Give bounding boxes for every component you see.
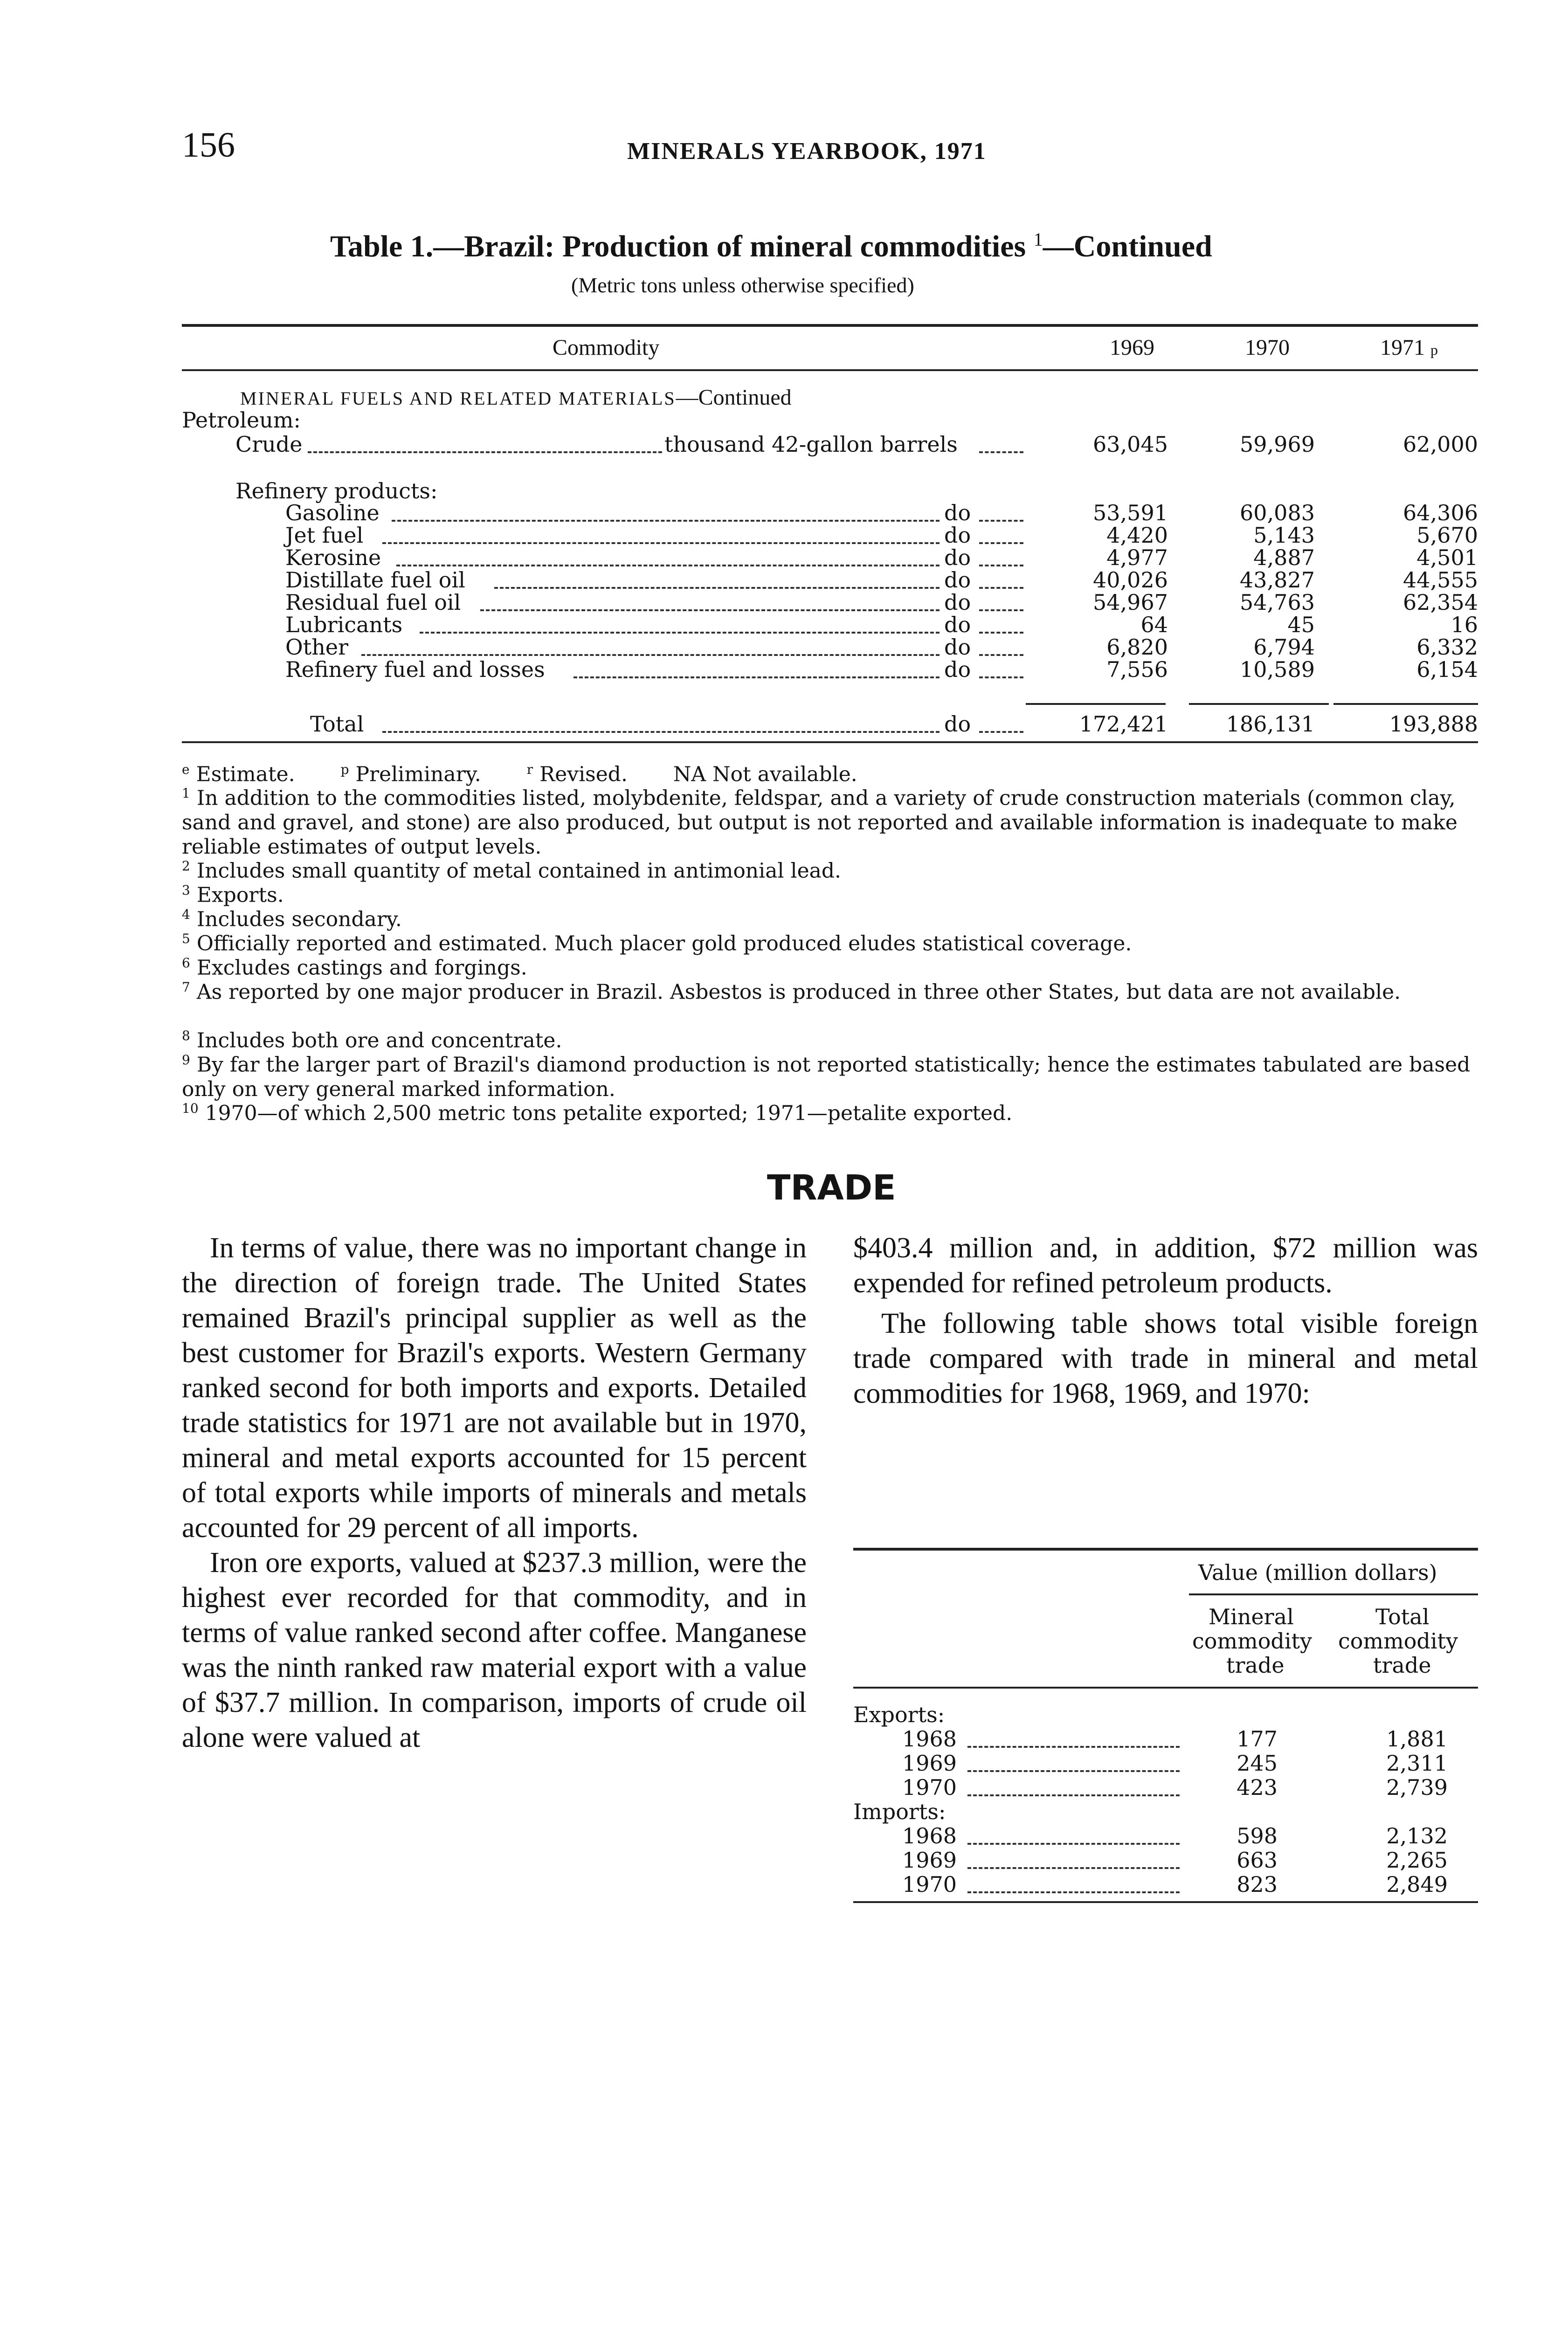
total-1970: 186,131 <box>1226 711 1315 737</box>
import-total: 2,265 <box>1386 1848 1448 1873</box>
estimate-mark: e <box>182 762 190 777</box>
leader-dots <box>494 587 939 589</box>
row-unit: do <box>944 523 971 548</box>
leader-dots <box>979 654 1023 656</box>
row-1970: 6,794 <box>1253 634 1315 660</box>
page-number: 156 <box>182 125 235 165</box>
leader-dots <box>979 520 1023 522</box>
section-heading-text: MINERAL FUELS AND RELATED MATERIALS <box>240 388 676 409</box>
row-label: Refinery fuel and losses <box>285 657 545 682</box>
import-total: 2,132 <box>1386 1823 1448 1848</box>
row-1971: 5,670 <box>1416 523 1478 548</box>
table-header-rule <box>182 369 1478 371</box>
row-unit: do <box>944 657 971 682</box>
total-rule-1970 <box>1189 703 1329 705</box>
import-total: 2,849 <box>1386 1872 1448 1897</box>
crude-1971: 62,000 <box>1403 432 1478 457</box>
leader-dots <box>979 676 1023 678</box>
row-label: Residual fuel oil <box>285 590 461 615</box>
exports-label: Exports: <box>853 1702 945 1727</box>
running-head: MINERALS YEARBOOK, 1971 <box>627 138 987 165</box>
footnote <box>182 1048 1478 1102</box>
leader-dots <box>396 565 939 566</box>
row-label: Kerosine <box>285 545 381 570</box>
row-1969: 40,026 <box>1093 567 1168 593</box>
leader-dots <box>308 451 662 453</box>
leader-dots <box>420 632 939 634</box>
estimate-text: Estimate. <box>196 762 295 786</box>
footnote-text: By far the larger part of Brazil's diamond production is not reported statistically; hence the estimates tabulated are based only on very general marked information. <box>182 1053 1471 1101</box>
crude-1969: 63,045 <box>1093 432 1168 457</box>
export-mineral: 423 <box>1236 1775 1278 1800</box>
trade-table-top-rule <box>853 1548 1478 1551</box>
preliminary-legend-mark: p <box>340 762 349 777</box>
import-year: 1968 <box>902 1823 957 1848</box>
leader-dots <box>979 451 1023 453</box>
leader-dots <box>979 731 1023 733</box>
row-1969: 6,820 <box>1106 634 1168 660</box>
export-year: 1969 <box>902 1751 957 1776</box>
crude-unit: thousand 42-gallon barrels <box>664 432 958 457</box>
section-heading-suffix: —Continued <box>676 385 792 410</box>
row-1970: 5,143 <box>1253 523 1315 548</box>
row-unit: do <box>944 567 971 593</box>
preliminary-text: Preliminary. <box>355 762 481 786</box>
footnote-text: Includes small quantity of metal contained in antimonial lead. <box>196 859 842 883</box>
col-total-line1: Total <box>1375 1604 1430 1629</box>
import-mineral: 598 <box>1236 1823 1278 1848</box>
crude-1970: 59,969 <box>1240 432 1315 457</box>
row-1971: 6,154 <box>1416 657 1478 682</box>
footnote-mark: 7 <box>182 979 190 995</box>
row-1970: 4,887 <box>1253 545 1315 570</box>
table-top-rule <box>182 324 1478 327</box>
total-1971: 193,888 <box>1389 711 1478 737</box>
column-header-1969: 1969 <box>1110 335 1154 360</box>
row-1971: 44,555 <box>1403 567 1478 593</box>
col-total-line2: commodity <box>1338 1628 1458 1654</box>
total-unit: do <box>944 711 971 737</box>
row-label: Lubricants <box>285 612 403 637</box>
row-1970: 54,763 <box>1240 590 1315 615</box>
row-1971: 64,306 <box>1403 500 1478 525</box>
row-unit: do <box>944 612 971 637</box>
footnote-mark: 6 <box>182 955 190 971</box>
row-1971: 6,332 <box>1416 634 1478 660</box>
footnote-mark: 9 <box>182 1052 190 1068</box>
row-1970: 45 <box>1287 612 1315 637</box>
import-mineral: 663 <box>1236 1848 1278 1873</box>
revised-mark: r <box>526 762 533 777</box>
column-header-1971-year: 1971 <box>1380 335 1425 360</box>
row-label: Gasoline <box>285 500 380 525</box>
leader-dots <box>979 609 1023 611</box>
col-mineral-line2: commodity <box>1192 1628 1312 1654</box>
footnote-text: Exports. <box>196 883 284 907</box>
export-mineral: 245 <box>1236 1751 1278 1776</box>
row-1971: 62,354 <box>1403 590 1478 615</box>
row-label: Jet fuel <box>285 523 364 548</box>
row-unit: do <box>944 500 971 525</box>
leader-dots <box>979 542 1023 544</box>
row-unit: do <box>944 590 971 615</box>
export-total: 2,739 <box>1386 1775 1448 1800</box>
row-1971: 4,501 <box>1416 545 1478 570</box>
trade-paragraph: In terms of value, there was no important change in the direction of foreign trade. The United States remained Brazil's principal supplier as well as the best customer for Brazil's exports. Western Germany ranked second for both imports and exports. Detailed trade statistics for 1971 are not available but in 1970, mineral and metal exports accounted for 15 percent of total exports while imports of minerals and metals accounted for 29 percent of all imports. <box>182 1232 807 1544</box>
na-mark: NA <box>673 762 706 786</box>
footnote-mark: 4 <box>182 907 190 922</box>
footnote-mark: 5 <box>182 931 190 946</box>
footnote-mark: 2 <box>182 858 190 874</box>
column-header-1971 <box>1380 335 1438 360</box>
row-unit: do <box>944 634 971 660</box>
total-rule-1971 <box>1333 703 1478 705</box>
trade-heading: TRADE <box>767 1168 896 1208</box>
trade-paragraph: Iron ore exports, valued at $237.3 million, were the highest ever recorded for that commodity, and in terms of value ranked second after coffee. Manganese was the ninth ranked raw material export with a value of $37.7 million. In comparison, imports of crude oil alone were valued at <box>182 1547 807 1753</box>
row-1970: 60,083 <box>1240 500 1315 525</box>
row-1971: 16 <box>1451 612 1478 637</box>
total-rule-1969 <box>1026 703 1166 705</box>
leader-dots <box>382 542 939 544</box>
footnote-text: In addition to the commodities listed, molybdenite, feldspar, and a variety of crude construction materials (common clay, sand and gravel, and stone) are also produced, but output is not reported and available information is inadequate to make reliable estimates of output levels. <box>182 786 1457 859</box>
leader-dots <box>979 587 1023 589</box>
footnote <box>182 975 1478 1005</box>
row-unit: do <box>944 545 971 570</box>
total-1969: 172,421 <box>1079 711 1168 737</box>
footnote-mark: 3 <box>182 883 190 898</box>
row-label: Distillate fuel oil <box>285 567 465 593</box>
na-text: Not available. <box>712 762 857 786</box>
row-1970: 43,827 <box>1240 567 1315 593</box>
row-1969: 4,977 <box>1106 545 1168 570</box>
footnote-mark: 10 <box>182 1101 199 1116</box>
import-mineral: 823 <box>1236 1872 1278 1897</box>
footnote <box>182 1097 1478 1126</box>
footnote-text: As reported by one major producer in Brazil. Asbestos is produced in three other States, but data are not available. <box>196 980 1401 1004</box>
leader-dots <box>392 520 939 522</box>
leader-dots <box>573 676 939 678</box>
row-1970: 10,589 <box>1240 657 1315 682</box>
revised-text: Revised. <box>539 762 628 786</box>
column-header-1970: 1970 <box>1245 335 1290 360</box>
footnote-text: Includes secondary. <box>196 907 402 931</box>
export-year: 1970 <box>902 1775 957 1800</box>
row-label: Other <box>285 634 349 660</box>
row-1969: 54,967 <box>1093 590 1168 615</box>
trade-table-bottom-rule <box>853 1901 1478 1903</box>
row-1969: 4,420 <box>1106 523 1168 548</box>
export-total: 2,311 <box>1386 1751 1448 1776</box>
footnote-mark: 8 <box>182 1028 190 1043</box>
table-subtitle: (Metric tons unless otherwise specified) <box>571 273 914 297</box>
table-title-footnote-mark: 1 <box>1033 229 1043 250</box>
import-year: 1970 <box>902 1872 957 1897</box>
row-1969: 7,556 <box>1106 657 1168 682</box>
value-group-rule <box>1189 1593 1478 1595</box>
col-total-line3: trade <box>1373 1653 1431 1678</box>
leader-dots <box>979 565 1023 566</box>
import-year: 1969 <box>902 1848 957 1873</box>
crude-label: Crude <box>235 432 303 457</box>
imports-label: Imports: <box>853 1799 946 1824</box>
table-title-text: Table 1.—Brazil: Production of mineral commodities <box>330 229 1026 263</box>
footnote-mark: 1 <box>182 786 190 801</box>
col-mineral-line1: Mineral <box>1209 1604 1294 1629</box>
trade-paragraph: $403.4 million and, in addition, $72 million was expended for refined petroleum products. <box>853 1232 1478 1299</box>
refinery-products-label: Refinery products: <box>235 478 438 503</box>
leader-dots <box>979 632 1023 634</box>
leader-dots <box>361 654 939 656</box>
trade-right-column <box>853 1231 1478 1411</box>
column-header-commodity: Commodity <box>553 335 660 360</box>
petroleum-label: Petroleum: <box>182 407 301 433</box>
footnote <box>182 781 1478 859</box>
preliminary-mark: p <box>1430 341 1438 358</box>
table-bottom-rule <box>182 741 1478 743</box>
trade-paragraph: The following table shows total visible foreign trade compared with trade in mineral and metal commodities for 1968, 1969, and 1970: <box>853 1308 1478 1409</box>
total-label: Total <box>310 711 364 737</box>
leader-dots <box>480 609 939 611</box>
export-total: 1,881 <box>1386 1726 1448 1752</box>
section-heading <box>240 385 792 410</box>
row-1969: 53,591 <box>1093 500 1168 525</box>
footnote-text: Officially reported and estimated. Much placer gold produced eludes statistical coverage. <box>196 931 1132 956</box>
footnote-text: Excludes castings and forgings. <box>196 956 527 980</box>
trade-table-header-rule <box>853 1687 1478 1689</box>
table-title <box>330 228 1212 264</box>
table-title-suffix: —Continued <box>1043 229 1212 263</box>
row-1969: 64 <box>1140 612 1168 637</box>
leader-dots <box>382 731 939 733</box>
footnote-text: Includes both ore and concentrate. <box>196 1028 562 1053</box>
trade-left-column <box>182 1231 807 1755</box>
footnote-text: 1970—of which 2,500 metric tons petalite exported; 1971—petalite exported. <box>205 1101 1013 1125</box>
value-group-header: Value (million dollars) <box>1198 1560 1437 1585</box>
col-mineral-line3: trade <box>1226 1653 1285 1678</box>
export-mineral: 177 <box>1236 1726 1278 1752</box>
export-year: 1968 <box>902 1726 957 1752</box>
